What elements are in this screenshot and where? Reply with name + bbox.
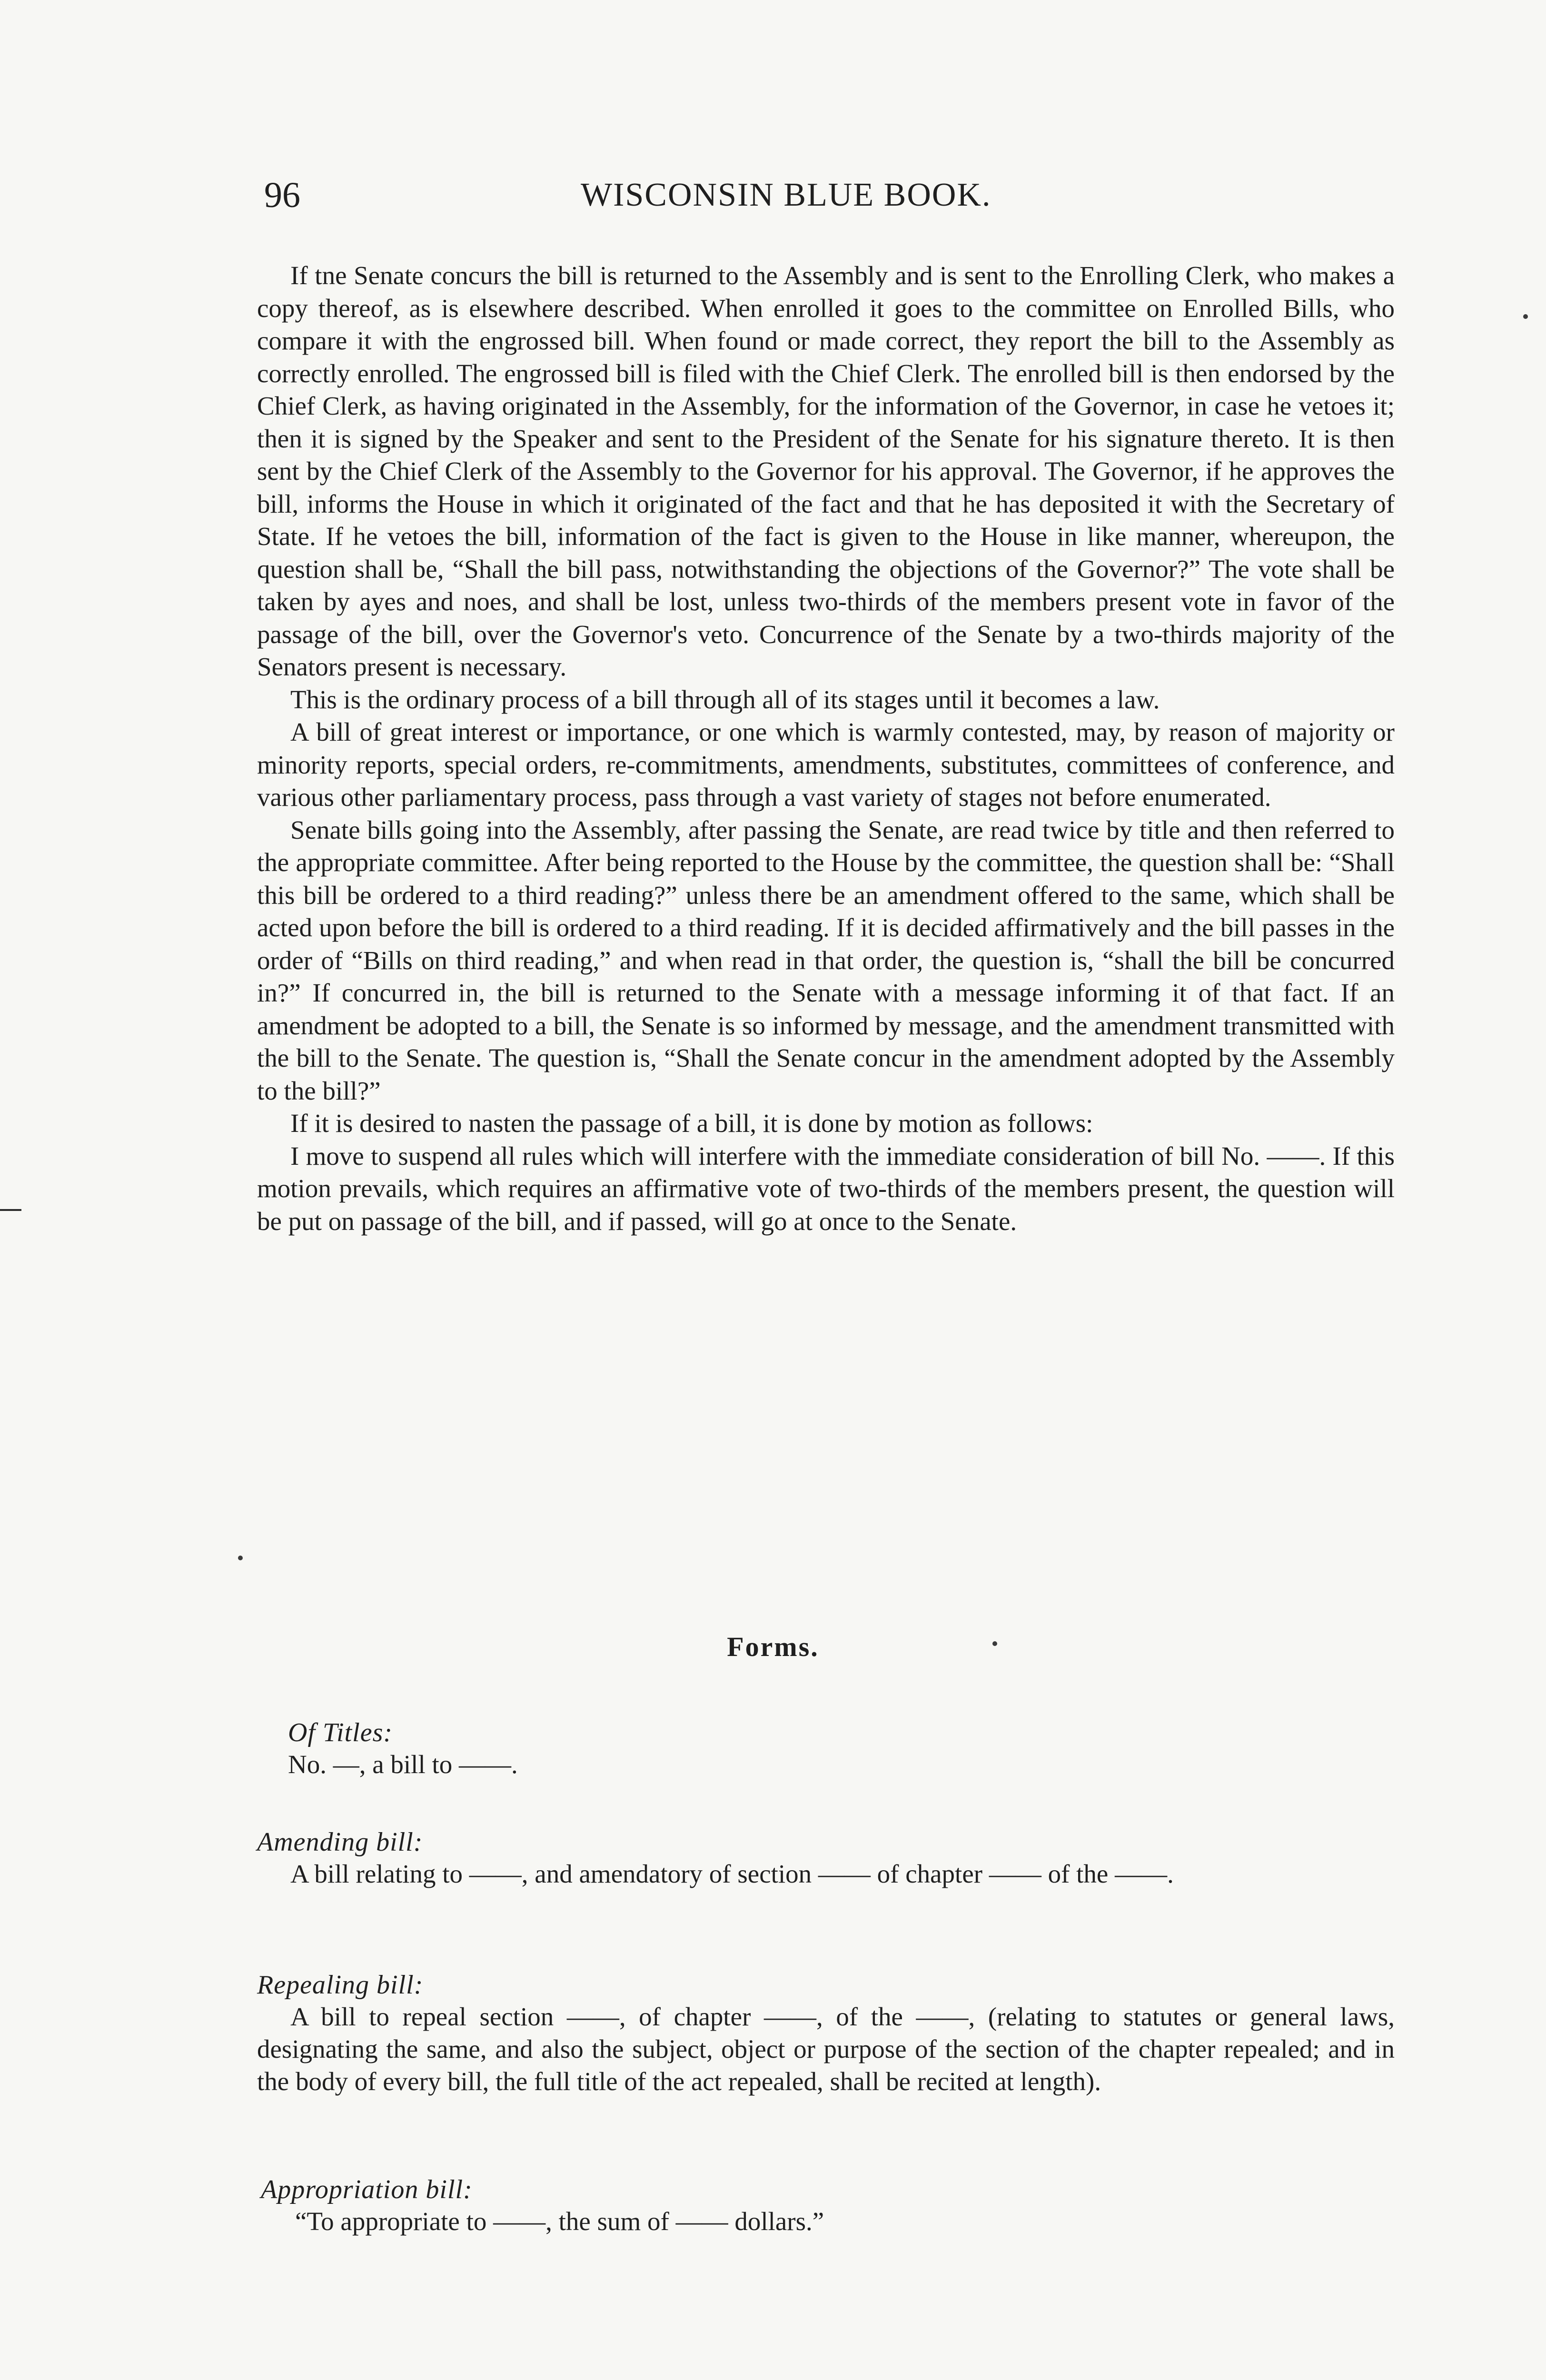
body-text [257,259,1395,1238]
margin-dot [1523,314,1528,319]
form-text-amending: A bill relating to ——, and amendatory of section —— of chapter —— of the ——. [290,1859,1174,1888]
margin-dot [992,1641,997,1646]
form-label-appropriation: Appropriation bill: [261,2175,473,2204]
paragraph: A bill of great interest or importance, or one which is warmly contested, may, by reason of majority or minority reports, special orders, re-commitments, amendments, substitutes, committees of conference, and various other parliamentary process, pass through a vast variety of stages not before enumerated. [257,717,1395,812]
form-label-titles: Of Titles: [288,1718,393,1747]
form-text-titles: No. —, a bill to ——. [288,1750,518,1779]
paragraph: Senate bills going into the Assembly, after passing the Senate, are read twice by title and then referred to the appropriate committee. After being reported to the House by the committee, the question shall be: “Shall this bill be ordered to a third reading?” unless there be an amendment offered to the same, which shall be acted upon before the bill is ordered to a third reading. If it is decided affirmatively and the bill passes in the order of “Bills on third reading,” and when read in that order, the question is, “shall the bill be concurred in?” If concurred in, the bill is returned to the Senate with a message informing it of that fact. If an amendment be adopted to a bill, the Senate is so informed by message, and the amendment transmitted with the bill to the Senate. The question is, “Shall the Senate concur in the amendment adopted by the Assembly to the bill?” [257,815,1395,1105]
page-number: 96 [264,175,300,215]
paragraph: I move to suspend all rules which will interfere with the immediate consideration of bill No. ——. If this motion prevails, which requires an affirmative vote of two-thirds of the members present, the question will be put on passage of the bill, and if passed, will go at once to the Senate. [257,1141,1395,1236]
form-label-repealing: Repealing bill: [257,1970,424,2000]
form-text-appropriation: “To appropriate to ——, the sum of —— dollars.” [295,2207,824,2236]
forms-heading: Forms. [727,1631,819,1662]
form-label-amending: Amending bill: [257,1827,423,1857]
paragraph: If tne Senate concurs the bill is returned to the Assembly and is sent to the Enrolling Clerk, who makes a copy thereof, as is elsewhere described. When enrolled it goes to the committee on Enrolled Bills, who compare it with the engrossed bill. When found or made correct, they report the bill to the Assembly as correctly enrolled. The engrossed bill is filed with the Chief Clerk. The enrolled bill is then endorsed by the Chief Clerk, as having originated in the Assembly, for the information of the Governor, in case he vetoes it; then it is signed by the Speaker and sent to the President of the Senate for his signature thereto. It is then sent by the Chief Clerk of the Assembly to the Governor for his approval. The Governor, if he approves the bill, informs the House in which it originated of the fact and that he has deposited it with the Secretary of State. If he vetoes the bill, information of the fact is given to the House in like manner, whereupon, the question shall be, “Shall the bill pass, notwithstanding the objections of the Governor?” The vote shall be taken by ayes and noes, and shall be lost, unless two-thirds of the members present vote in favor of the passage of the bill, over the Governor's veto. Concurrence of the Senate by a two-thirds majority of the Senators present is necessary. [257,261,1395,681]
margin-mark [0,1209,21,1211]
running-title: WISCONSIN BLUE BOOK. [581,177,991,213]
margin-dot [238,1556,243,1560]
page-header [264,171,1387,219]
paragraph: This is the ordinary process of a bill through all of its stages until it becomes a law. [290,684,1160,714]
paragraph: If it is desired to nasten the passage of a bill, it is done by motion as follows: [290,1109,1093,1138]
form-text-repealing: A bill to repeal section ——, of chapter ——, of the ——, (relating to statutes or general laws, designating the same, and also the subject, object or purpose of the section of the chapter repealed; and in the body of every bill, the full title of the act repealed, shall be recited at length). [257,2002,1395,2096]
